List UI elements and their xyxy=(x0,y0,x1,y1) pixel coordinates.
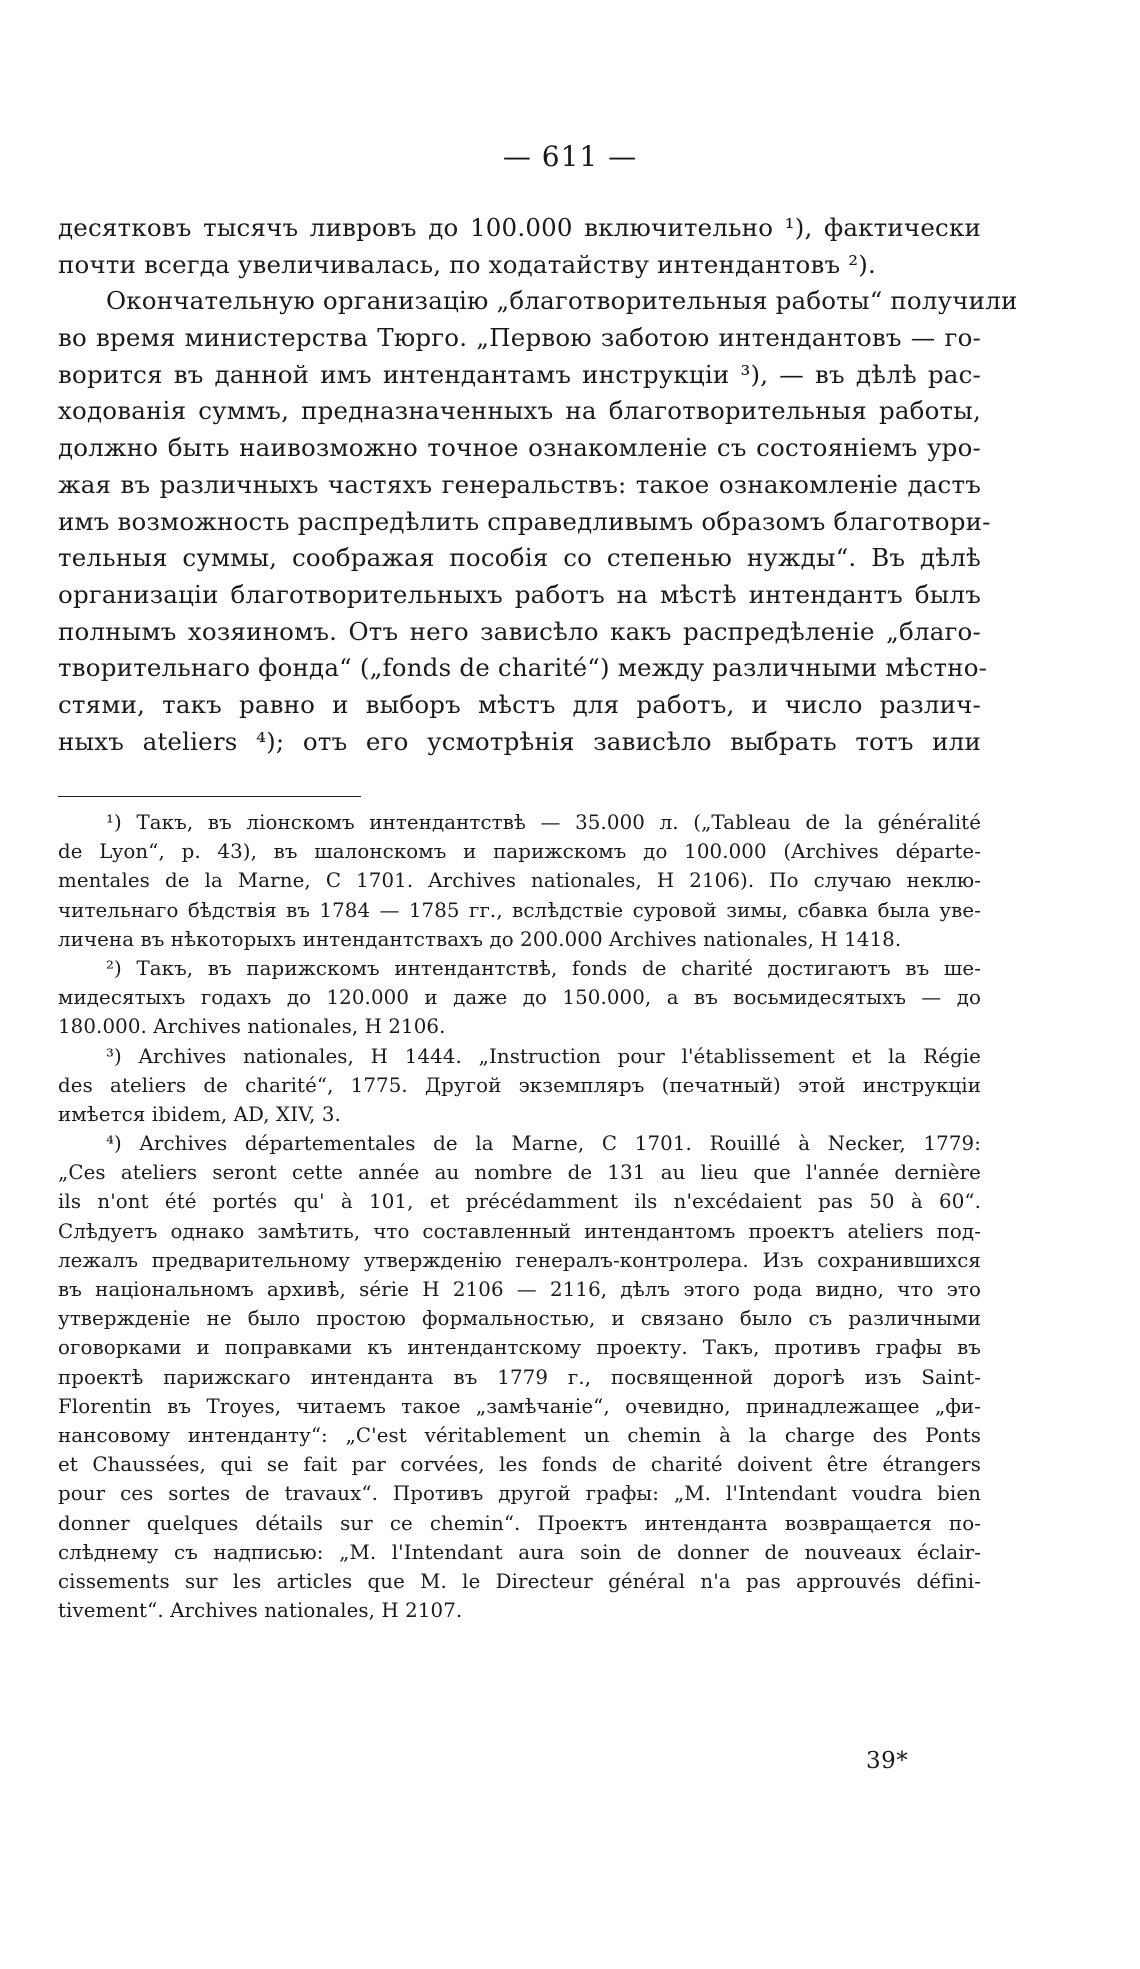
footnote-line: нансовому интенданту“: „C'est véritablement un chemin à la charge des Ponts xyxy=(58,1423,981,1447)
main-line: творительнаго фонда“ („fonds de charité“) между различными мѣстно- xyxy=(58,653,988,683)
footnote-line: ¹) Такъ, въ ліонскомъ интендантствѣ — 35.000 л. („Tableau de la généralité xyxy=(106,811,981,834)
main-line: десятковъ тысячъ ливровъ до 100.000 включительно ¹), фактически xyxy=(58,213,981,242)
footnote-line: слѣднему съ надписью: „M. l'Intendant aura soin de donner de nouveaux éclair- xyxy=(58,1540,981,1564)
footnote-line: въ національномъ архивѣ, série H 2106 — 2116, дѣлъ этого рода видно, что это xyxy=(58,1278,981,1301)
main-line: во время министерства Тюрго. „Первою заботою интендантовъ — го- xyxy=(58,323,981,353)
footnote-line: des ateliers de charité“, 1775. Другой экземпляръ (печатный) этой инструкціи xyxy=(58,1073,981,1097)
signature-mark: 39* xyxy=(866,1748,909,1774)
footnote-line: „Ces ateliers seront cette année au nombre de 131 au lieu que l'année dernière xyxy=(58,1161,981,1185)
main-line: Окончательную организацію „благотворительныя работы“ получили xyxy=(106,286,1018,316)
footnote-line: утвержденіе не было простою формальностью, и связано было съ различными xyxy=(58,1307,981,1331)
footnote-line: имѣется ibidem, AD, XIV, 3. xyxy=(58,1102,341,1126)
footnote-line: Слѣдуетъ однако замѣтить, что составленный интендантомъ проектъ ateliers под- xyxy=(58,1219,981,1243)
footnote-line: чительнаго бѣдствія въ 1784 — 1785 гг., вслѣдствіе суровой зимы, сбавка была уве- xyxy=(58,898,981,922)
main-line: ходованія суммъ, предназначенныхъ на благотворительныя работы, xyxy=(58,396,981,426)
footnote-line: мидесятыхъ годахъ до 120.000 и даже до 150.000, а въ восьмидесятыхъ — до xyxy=(58,986,981,1010)
footnote-line: личена въ нѣкоторыхъ интендантствахъ до 200.000 Archives nationales, H 1418. xyxy=(58,927,902,951)
main-line: организаціи благотворительныхъ работъ на мѣстѣ интендантъ былъ xyxy=(58,579,981,609)
footnote-line: de Lyon“, p. 43), въ шалонскомъ и парижскомъ до 100.000 (Archives départe- xyxy=(58,840,981,864)
main-line: имъ возможность распредѣлить справедливымъ образомъ благотвори- xyxy=(58,506,991,536)
footnotes xyxy=(58,808,981,1625)
footnote-line: проектѣ парижскаго интенданта въ 1779 г., посвященной дорогѣ изъ Saint- xyxy=(58,1365,981,1389)
main-line: ныхъ ateliers ⁴); отъ его усмотрѣнія зависѣло выбрать тотъ или xyxy=(58,726,981,756)
footnote-line: ²) Такъ, въ парижскомъ интендантствѣ, fonds de charité достигаютъ въ ше- xyxy=(106,956,981,980)
main-line: ворится въ данной имъ интендантамъ инструкціи ³), — въ дѣлѣ рас- xyxy=(58,359,981,389)
main-line: должно быть наивозможно точное ознакомленіе съ состояніемъ уро- xyxy=(58,433,981,463)
footnote-line: tivement“. Archives nationales, H 2107. xyxy=(58,1599,463,1623)
footnote-line: cissements sur les articles que M. le Directeur général n'a pas approuvés défini- xyxy=(58,1569,981,1593)
main-line: стями, такъ равно и выборъ мѣстъ для работъ, и число различ- xyxy=(58,689,981,719)
footnote-line: лежалъ предварительному утвержденію генералъ-контролера. Изъ сохранившихся xyxy=(58,1248,981,1272)
footnote-line: mentales de la Marne, C 1701. Archives nationales, H 2106). По случаю неклю- xyxy=(58,869,981,893)
footnote-line: оговорками и поправками къ интендантскому проекту. Такъ, противъ графы въ xyxy=(58,1336,981,1360)
main-text xyxy=(58,210,1018,760)
footnote-line: donner quelques détails sur ce chemin“. Проектъ интенданта возвращается по- xyxy=(58,1511,981,1535)
footnote-line: pour ces sortes de travaux“. Противъ другой графы: „M. l'Intendant voudra bien xyxy=(58,1482,981,1506)
footnote-separator xyxy=(58,796,361,797)
footnote-line: ⁴) Archives départementales de la Marne, C 1701. Rouillé à Necker, 1779: xyxy=(106,1132,981,1156)
footnote-line: 180.000. Archives nationales, H 2106. xyxy=(58,1015,446,1039)
main-line: тельныя суммы, соображая пособія со степенью нужды“. Въ дѣлѣ xyxy=(58,543,981,573)
main-line: почти всегда увеличивалась, по ходатайству интендантовъ ²). xyxy=(58,249,877,279)
footnote-line: Florentin въ Troyes, читаемъ такое „замѣчаніе“, очевидно, принадлежащее „фи- xyxy=(58,1394,981,1418)
footnote-line: ils n'ont été portés qu' à 101, et précédamment ils n'excédaient pas 50 à 60“. xyxy=(58,1190,981,1214)
page-number: — 611 — xyxy=(502,140,638,173)
main-line: полнымъ хозяиномъ. Отъ него зависѣло какъ распредѣленіе „благо- xyxy=(58,616,981,646)
footnote-line: et Chaussées, qui se fait par corvées, les fonds de charité doivent être étrangers xyxy=(58,1453,981,1477)
footnote-line: ³) Archives nationales, H 1444. „Instruction pour l'établissement et la Régie xyxy=(106,1044,981,1068)
main-line: жая въ различныхъ частяхъ генеральствъ: такое ознакомленіе дастъ xyxy=(58,469,981,499)
